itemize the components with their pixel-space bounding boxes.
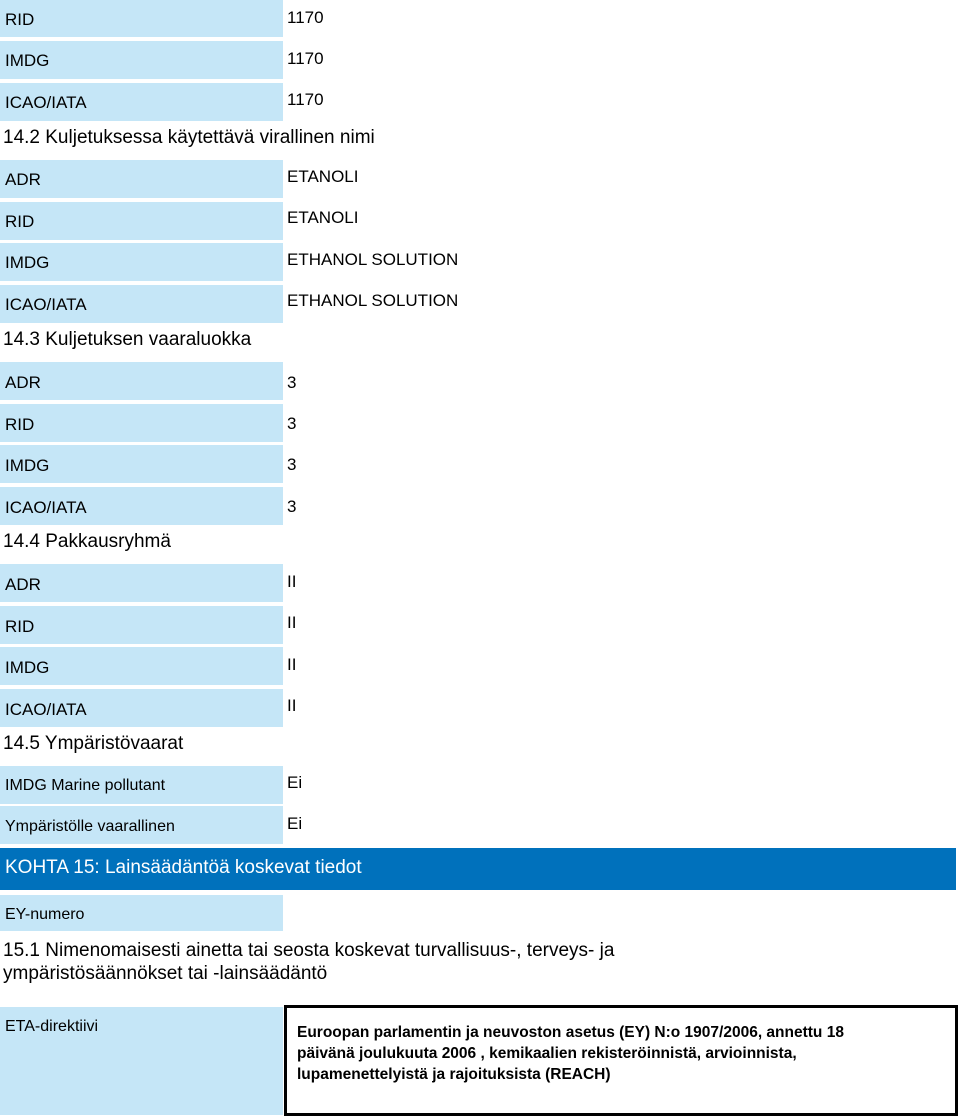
un-label-imdg: IMDG <box>0 41 283 79</box>
sn-value-adr: ETANOLI <box>287 167 359 186</box>
sn-value-icao: ETHANOL SOLUTION <box>287 291 459 310</box>
reach-line-2: päivänä joulukuuta 2006 , kemikaalien rekisteröinnistä, arvioinnista, <box>297 1045 797 1062</box>
regulation-heading-line1: 15.1 Nimenomaisesti ainetta tai seosta koskevat turvallisuus-, terveys- ja <box>3 940 615 961</box>
section-15-title: KOHTA 15: Lainsäädäntöä koskevat tiedot <box>0 848 956 890</box>
pg-value-imdg: II <box>287 655 297 674</box>
sn-label-adr: ADR <box>0 160 283 198</box>
un-label-icao: ICAO/IATA <box>0 83 283 121</box>
reach-line-3: lupamenettelyistä ja rajoituksista (REACH) <box>297 1066 611 1083</box>
sn-label-rid: RID <box>0 202 283 240</box>
ec-number-label: EY-numero <box>0 895 283 931</box>
reach-line-1: Euroopan parlamentin ja neuvoston asetus (EY) N:o 1907/2006, annettu 18 <box>297 1024 844 1041</box>
sn-value-rid: ETANOLI <box>287 208 359 227</box>
pg-label-icao: ICAO/IATA <box>0 689 283 727</box>
hc-value-icao: 3 <box>287 497 297 516</box>
hc-label-imdg: IMDG <box>0 445 283 483</box>
hc-label-adr: ADR <box>0 362 283 400</box>
env-label-hazardous: Ympäristölle vaarallinen <box>0 806 283 844</box>
sn-label-icao: ICAO/IATA <box>0 285 283 323</box>
sn-label-imdg: IMDG <box>0 243 283 281</box>
un-value-icao: 1170 <box>287 90 324 109</box>
hc-label-icao: ICAO/IATA <box>0 487 283 525</box>
eta-directive-label: ETA-direktiivi <box>0 1007 283 1115</box>
pg-label-imdg: IMDG <box>0 647 283 685</box>
reach-regulation-box <box>284 1005 958 1116</box>
hc-value-rid: 3 <box>287 414 297 433</box>
pg-value-adr: II <box>287 572 297 591</box>
pg-value-rid: II <box>287 613 297 632</box>
un-value-imdg: 1170 <box>287 49 324 68</box>
un-label-rid: RID <box>0 0 283 37</box>
un-value-rid: 1170 <box>287 8 324 27</box>
hazard-class-heading: 14.3 Kuljetuksen vaaraluokka <box>3 329 252 350</box>
sn-value-imdg: ETHANOL SOLUTION <box>287 250 459 269</box>
pg-label-rid: RID <box>0 606 283 644</box>
hc-value-imdg: 3 <box>287 455 297 474</box>
packing-group-heading: 14.4 Pakkausryhmä <box>3 531 171 552</box>
pg-label-adr: ADR <box>0 564 283 602</box>
pg-value-icao: II <box>287 696 297 715</box>
env-label-marine-pollutant: IMDG Marine pollutant <box>0 766 283 804</box>
shipping-name-heading: 14.2 Kuljetuksessa käytettävä virallinen nimi <box>3 127 375 148</box>
env-value-marine-pollutant: Ei <box>287 773 303 792</box>
hc-value-adr: 3 <box>287 373 297 392</box>
environmental-heading: 14.5 Ympäristövaarat <box>3 733 184 754</box>
hc-label-rid: RID <box>0 404 283 442</box>
regulation-heading-line2: ympäristösäännökset tai -lainsäädäntö <box>3 963 328 984</box>
env-value-hazardous: Ei <box>287 814 303 833</box>
